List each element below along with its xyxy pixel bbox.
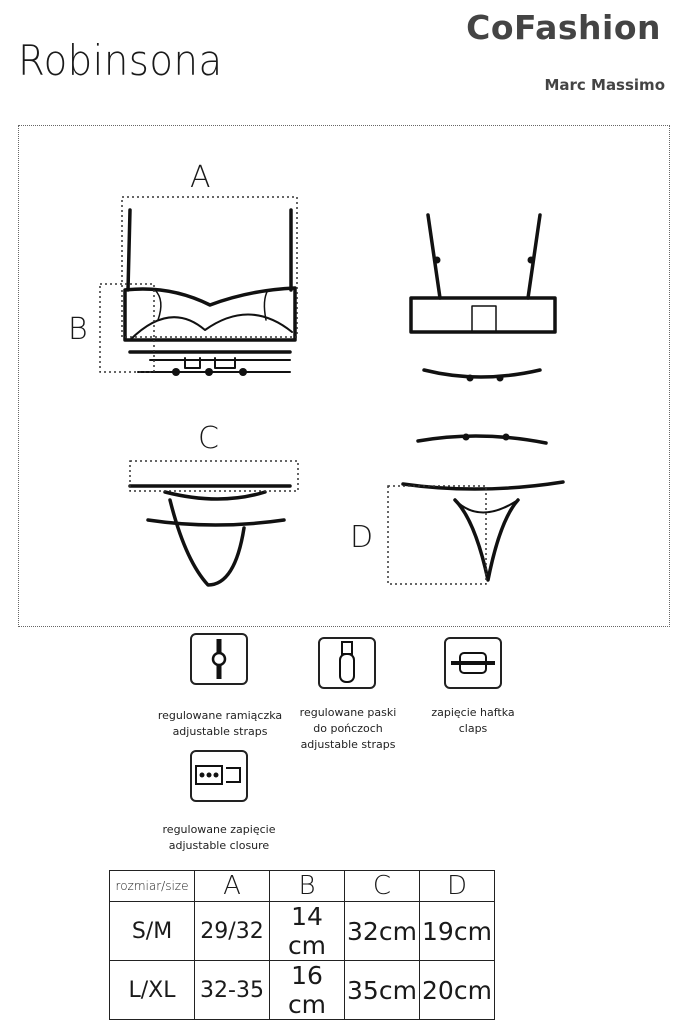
dimension-label-d: D (350, 520, 374, 555)
hook-clasp-icon (444, 637, 502, 689)
size-table (109, 870, 495, 1020)
table-row (110, 961, 495, 1020)
dimension-label-b: B (68, 312, 88, 347)
feature-caption-closure: regulowane zapięcie adjustable closure (162, 823, 276, 852)
column-header-b: B (270, 871, 345, 902)
value-cell: 29/32 (195, 902, 270, 961)
column-header-a: A (195, 871, 270, 902)
garter-belt-drawing (130, 486, 290, 585)
garter-strap-icon (318, 637, 376, 689)
dimension-label-c: C (198, 421, 219, 456)
column-header-d: D (420, 871, 495, 902)
value-cell: 19cm (420, 902, 495, 961)
sub-brand-text: Marc Massimo (544, 76, 665, 94)
value-cell: 32cm (345, 902, 420, 961)
bra-back-drawing (411, 215, 555, 377)
column-header-c: C (345, 871, 420, 902)
product-title: Robinsona (18, 36, 223, 85)
feature-caption-clasp: zapięcie haftka claps (431, 706, 515, 735)
size-cell: S/M (110, 902, 195, 961)
size-header: rozmiar/size (110, 871, 195, 902)
table-row (110, 902, 495, 961)
adjustable-closure-icon (190, 750, 248, 802)
bra-front-drawing (125, 210, 295, 372)
value-cell: 14 cm (270, 902, 345, 961)
value-cell: 16 cm (270, 961, 345, 1020)
feature-caption-straps: regulowane ramiączka adjustable straps (157, 709, 283, 738)
thong-drawing (403, 436, 563, 580)
value-cell: 20cm (420, 961, 495, 1020)
size-table-header-row (110, 871, 495, 902)
dimension-label-a: A (190, 160, 211, 195)
adjustable-strap-icon (190, 633, 248, 685)
brand-logo-text: CoFashion (466, 8, 661, 47)
feature-caption-garter: regulowane paski do pończoch adjustable straps (299, 706, 397, 751)
value-cell: 32-35 (195, 961, 270, 1020)
size-cell: L/XL (110, 961, 195, 1020)
value-cell: 35cm (345, 961, 420, 1020)
